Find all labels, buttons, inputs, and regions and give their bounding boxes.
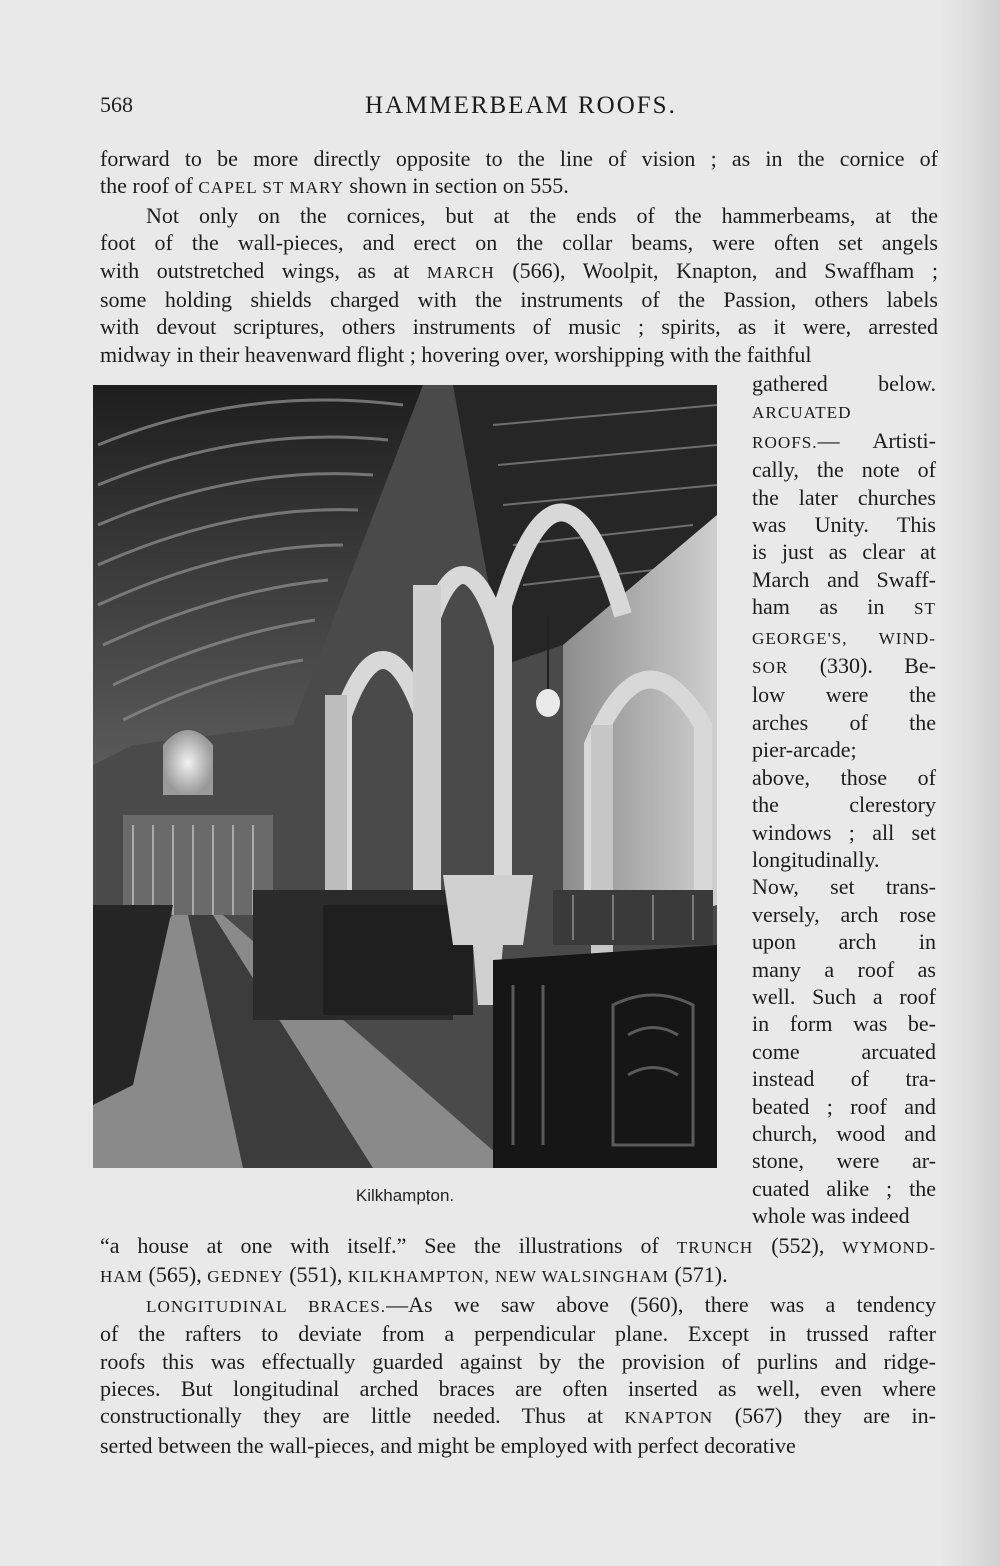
paragraph3-line: roofs this was effectually guarded against by the provision of purlins and ridge-: [100, 1348, 936, 1374]
paragraph2-line: with devout scriptures, others instruments of music ; spirits, as it were, arrested: [100, 314, 938, 340]
paragraph2-line: midway in their heavenward flight ; hovering over, worshipping with the faithful: [100, 341, 812, 367]
side_column-line: versely, arch rose: [752, 901, 936, 927]
small-caps-name: KNAPTON: [624, 1408, 714, 1428]
side_column-line: is just as clear at: [752, 539, 936, 565]
side_column-line: many a roof as: [752, 956, 936, 982]
small-caps-name: ARCUATED: [752, 403, 852, 423]
side_column-line: Now, set trans-: [752, 874, 936, 900]
small-caps-name: SOR: [752, 658, 789, 678]
side_column-line: well. Such a roof: [752, 983, 936, 1009]
side_column-line: gathered below.: [752, 371, 936, 396]
paragraph-1: [100, 145, 938, 202]
small-caps-name: CAPEL ST MARY: [198, 178, 344, 198]
side_column-line: ham as in ST: [752, 594, 936, 620]
side_column-line: the clerestory: [752, 792, 936, 818]
paragraph-3: [100, 1291, 936, 1459]
figure-caption: Kilkhampton.: [355, 1186, 455, 1205]
small-caps-name: ST: [913, 599, 936, 619]
paragraph2-line: Not only on the cornices, but at the ends of the hammerbeams, at the: [146, 202, 938, 228]
paragraph3-line: serted between the wall-pieces, and might be employed with perfect decorative: [100, 1432, 796, 1458]
small-caps-name: LONGITUDINAL BRACES.: [146, 1296, 387, 1316]
small-caps-name: HAM: [100, 1267, 144, 1287]
side_column-line: the later churches: [752, 484, 936, 510]
side_column-line: church, wood and: [752, 1120, 936, 1146]
continuation-text: [100, 1232, 936, 1291]
paragraph1-line: the roof of CAPEL ST MARY shown in section on 555.: [100, 173, 569, 199]
side_column-line: beated ; roof and: [752, 1093, 936, 1119]
small-caps-name: KILKHAMPTON, NEW WALSINGHAM: [347, 1267, 669, 1287]
page-header: [100, 92, 940, 132]
small-caps-name: WYMOND-: [842, 1238, 937, 1257]
continuation-line: HAM (565), GEDNEY (551), KILKHAMPTON, NEW WALSINGHAM (571).: [100, 1262, 728, 1288]
side_column-line: windows ; all set: [752, 819, 936, 845]
side_column-line: stone, were ar-: [752, 1148, 936, 1174]
side_column-line: longitudinally.: [752, 846, 880, 872]
side_column-line: [752, 397, 936, 426]
small-caps-name: ROOFS.: [752, 432, 818, 452]
side_column-line: in form was be-: [752, 1011, 936, 1037]
side_column-line: whole was indeed: [752, 1203, 910, 1229]
paragraph3-line: of the rafters to deviate from a perpendicular plane. Except in trussed rafter: [100, 1321, 936, 1347]
side_column-line: pier-arcade;: [752, 737, 857, 763]
church-interior-illustration: [93, 385, 717, 1168]
paragraph3-line: constructionally they are little needed. Thus at KNAPTON (567) they are in-: [100, 1403, 936, 1429]
side_column-line: cuated alike ; the: [752, 1175, 936, 1201]
continuation-line: “a house at one with itself.” See the illustrations of TRUNCH (552), WYMOND-: [100, 1233, 937, 1258]
side_column-line: arches of the: [752, 709, 936, 735]
small-caps-name: GEDNEY: [207, 1267, 284, 1287]
paragraph3-line: pieces. But longitudinal arched braces are often inserted as well, even where: [100, 1376, 936, 1402]
side-column-text: [752, 370, 936, 1230]
paragraph2-line: with outstretched wings, as at MARCH (566), Woolpit, Knapton, and Swaffham ;: [100, 257, 938, 283]
side_column-line: [752, 623, 936, 652]
paragraph2-line: foot of the wall-pieces, and erect on the collar beams, were often set angels: [100, 230, 938, 256]
running-title: HAMMERBEAM ROOFS.: [365, 92, 677, 119]
page-edge-shadow: [940, 0, 1000, 1566]
small-caps-name: TRUNCH: [676, 1238, 754, 1257]
side_column-line: was Unity. This: [752, 512, 936, 538]
page-number: 568: [100, 92, 133, 117]
paragraph2-line: some holding shields charged with the instruments of the Passion, others labels: [100, 287, 938, 313]
bottom-text-block: [100, 1232, 936, 1459]
side_column-line: upon arch in: [752, 929, 936, 955]
side_column-line: ROOFS.— Artisti-: [752, 427, 936, 453]
side_column-line: above, those of: [752, 764, 936, 790]
side_column-line: instead of tra-: [752, 1066, 936, 1092]
top-text-block: [100, 145, 938, 368]
side_column-line: come arcuated: [752, 1038, 936, 1064]
side_column-line: SOR (330). Be-: [752, 653, 936, 679]
small-caps-name: MARCH: [426, 262, 495, 282]
side_column-line: cally, the note of: [752, 457, 936, 483]
paragraph1-line: forward to be more directly opposite to the line of vision ; as in the cornice of: [100, 146, 938, 171]
paragraph-2: [100, 202, 938, 368]
side_column-line: low were the: [752, 682, 936, 708]
kilkhampton-church-photograph: [93, 385, 717, 1168]
side_column-line: March and Swaff-: [752, 566, 936, 592]
paragraph3-line: LONGITUDINAL BRACES.—As we saw above (560), there was a tendency: [146, 1291, 936, 1317]
small-caps-name: GEORGE'S, WIND-: [752, 628, 936, 648]
